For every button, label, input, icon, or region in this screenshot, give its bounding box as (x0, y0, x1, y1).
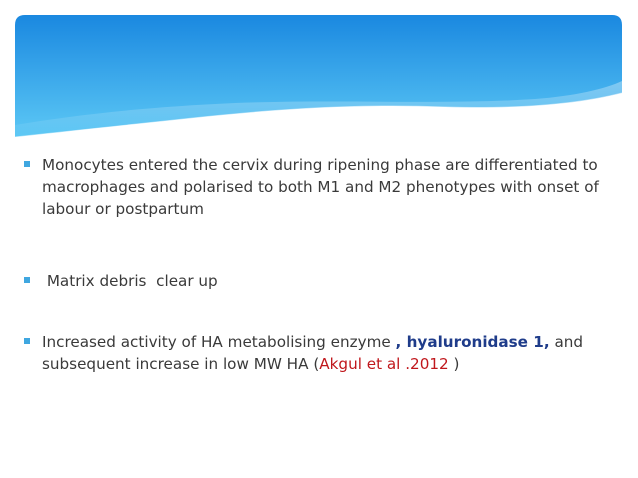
bullet-text-before: Increased activity of HA metabolising enzyme (42, 333, 396, 351)
bullet-square-icon (24, 161, 30, 167)
bullet-text: Matrix debris clear up (42, 272, 218, 290)
bullet-text-after: ) (448, 355, 460, 373)
bullet-square-icon (24, 277, 30, 283)
bullet-ha-activity (24, 331, 632, 375)
enzyme-name: , hyaluronidase 1, (395, 333, 550, 351)
bullet-matrix-debris (24, 270, 622, 292)
bullet-square-icon (24, 338, 30, 344)
header-wave-graphic (15, 15, 622, 145)
bullet-monocytes (24, 154, 622, 220)
header-banner (15, 15, 622, 145)
bullet-text: Monocytes entered the cervix during ripening phase are differentiated to macrophages and polarised to both M1 and M2 phenotypes with onset of labour or postpartum (42, 156, 599, 218)
bullet-text-middle: and subsequent increase in low MW HA ( (42, 333, 584, 373)
citation: Akgul et al .2012 (319, 355, 449, 373)
